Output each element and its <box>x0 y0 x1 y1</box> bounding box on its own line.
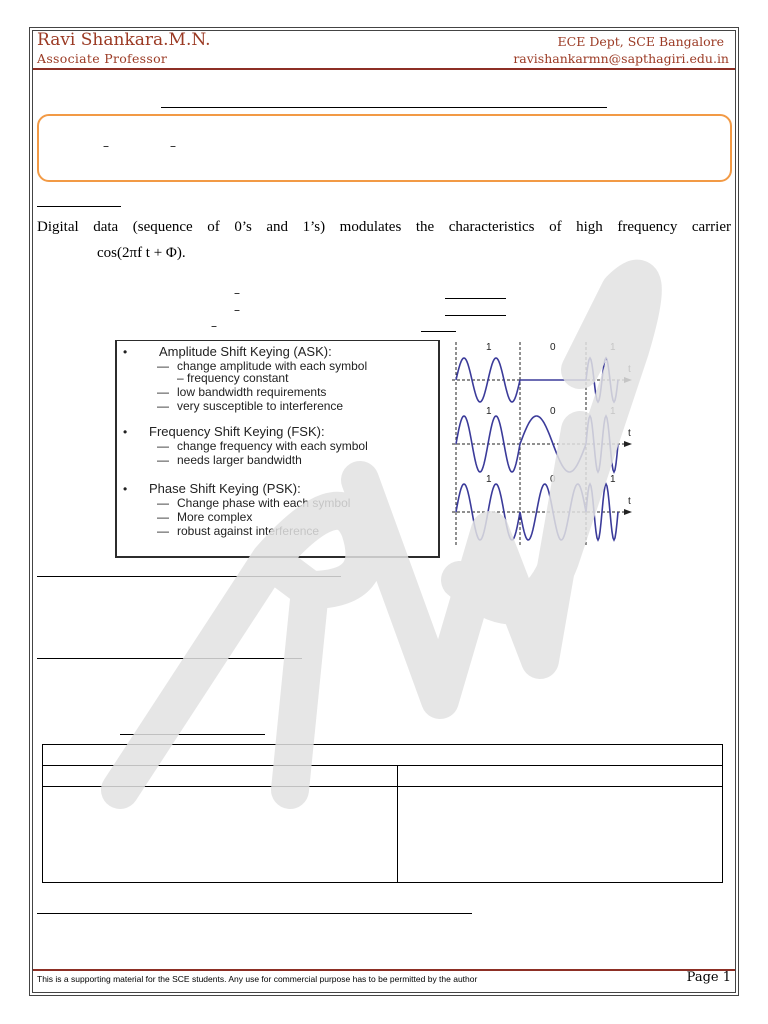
ask-bit-label: 1 <box>610 342 616 353</box>
term-underline <box>445 315 506 316</box>
comparison-table <box>42 744 723 883</box>
bullet: • <box>123 482 128 496</box>
section-heading-underline <box>37 206 121 207</box>
ask-bit-label: 0 <box>550 342 556 353</box>
fsk-bit-label: 0 <box>550 406 556 417</box>
dash: — <box>157 453 169 467</box>
ask-title: Amplitude Shift Keying (ASK): <box>159 344 332 359</box>
fsk-axis-arrow <box>624 441 632 447</box>
section-underline <box>37 576 341 577</box>
psk-bit-label: 0 <box>550 474 556 485</box>
ask-point: low bandwidth requirements <box>177 385 327 399</box>
psk-bit-label: 1 <box>486 474 492 485</box>
modulation-text-box <box>115 340 440 558</box>
dash: — <box>157 399 169 413</box>
psk-bit-label: 1 <box>610 474 616 485</box>
time-axis-label: t <box>628 364 631 375</box>
table-row <box>43 765 722 766</box>
dash: — <box>157 439 169 453</box>
ask-point: – frequency constant <box>177 371 289 385</box>
ask-point: change amplitude with each symbol <box>177 359 368 373</box>
modulation-figure <box>115 340 641 558</box>
ask-point: very susceptible to interference <box>177 399 344 413</box>
term-underline <box>445 298 506 299</box>
header-rule <box>33 68 735 70</box>
psk-title: Phase Shift Keying (PSK): <box>149 481 301 496</box>
term-underline <box>421 331 456 332</box>
box-dash: – <box>170 139 176 153</box>
fsk-bit-label: 1 <box>486 406 492 417</box>
dash: — <box>157 524 169 538</box>
psk-waveform <box>456 484 618 540</box>
section-underline <box>37 913 472 914</box>
psk-axis-arrow <box>624 509 632 515</box>
time-axis-label: t <box>628 496 631 507</box>
table-row <box>43 786 722 787</box>
title-underline <box>161 107 607 108</box>
fsk-title: Frequency Shift Keying (FSK): <box>149 424 325 439</box>
ask-axis-arrow <box>624 377 632 383</box>
list-dash: – <box>211 319 217 333</box>
fsk-point: needs larger bandwidth <box>177 453 302 467</box>
page-number: Page 1 <box>686 970 731 985</box>
ask-waveform <box>456 358 618 402</box>
dash: — <box>157 359 169 373</box>
footer-note: This is a supporting material for the SCE students. Any use for commercial purpose has to be permitted by the author <box>37 974 478 984</box>
list-dash: – <box>234 303 240 317</box>
bullet: • <box>123 345 128 359</box>
table-column-divider <box>397 765 398 882</box>
table-caption-underline <box>120 734 265 735</box>
section-underline <box>37 658 302 659</box>
fsk-bit-label: 1 <box>610 406 616 417</box>
dash: — <box>157 496 169 510</box>
list-dash: – <box>234 286 240 300</box>
dash: — <box>157 510 169 524</box>
footer-rule <box>33 969 735 971</box>
author-role: Associate Professor <box>37 51 168 66</box>
department: ECE Dept, SCE Bangalore <box>557 34 724 49</box>
box-dash: – <box>103 139 109 153</box>
bullet: • <box>123 425 128 439</box>
highlight-box <box>37 114 732 182</box>
psk-point: More complex <box>177 510 253 524</box>
author-name: Ravi Shankara.M.N. <box>37 30 211 50</box>
psk-point: robust against interference <box>177 524 320 538</box>
intro-paragraph: Digital data (sequence of 0’s and 1’s) modulates the characteristics of high frequency carrier <box>37 219 731 235</box>
dash: — <box>157 385 169 399</box>
time-axis-label: t <box>628 428 631 439</box>
ask-bit-label: 1 <box>486 342 492 353</box>
modulation-waveforms <box>450 340 640 550</box>
fsk-point: change frequency with each symbol <box>177 439 368 453</box>
psk-point: Change phase with each symbol <box>177 496 351 510</box>
author-email: ravishankarmn@sapthagiri.edu.in <box>513 51 729 66</box>
carrier-expression: cos(2πf t + Φ). <box>97 245 186 261</box>
